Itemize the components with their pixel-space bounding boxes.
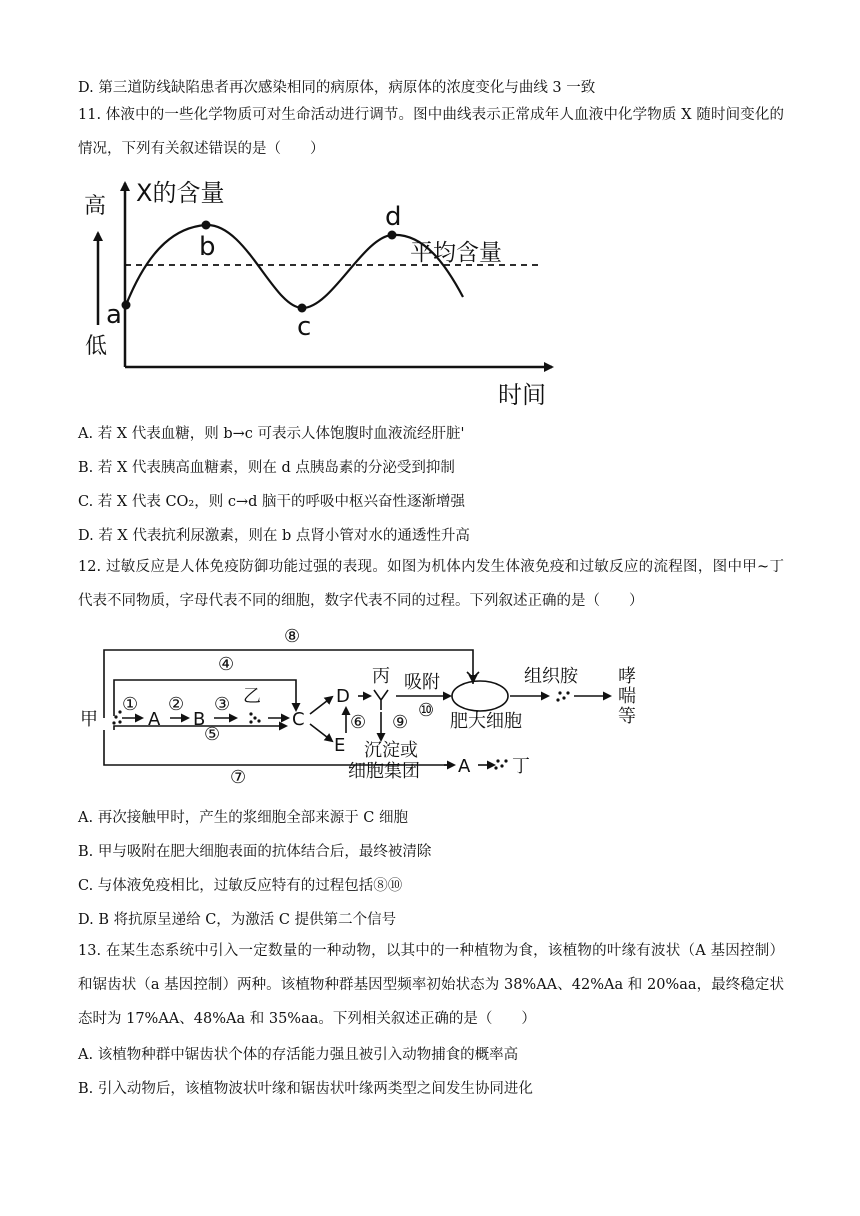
q11-stem: 11. 体液中的一些化学物质可对生命活动进行调节。图中曲线表示正常成年人血液中化学物质 X 随时间变化的情况，下列有关叙述错误的是（ ）	[78, 107, 784, 157]
label-ding: 丁	[512, 756, 530, 777]
label-n10: ⑩	[418, 700, 435, 721]
label-precip-1: 沉淀或	[364, 740, 418, 761]
label-adsorb: 吸附	[404, 672, 440, 693]
label-A2: A	[458, 756, 471, 777]
point-b	[202, 221, 211, 230]
label-histamine: 组织胺	[524, 666, 578, 687]
label-n4: ④	[218, 654, 235, 675]
label-asthma-2: 喘	[618, 686, 636, 707]
label-bing: 丙	[372, 666, 390, 687]
average-label: 平均含量	[410, 240, 502, 266]
q13-stem: 13. 在某生态系统中引入一定数量的一种动物，以其中的一种植物为食，该植物的叶缘有波状（A 基因控制）和锯齿状（a 基因控制）两种。该植物种群基因型频率初始状态为 38%AA、42%Aa 和 20%aa，最终稳定状态时为 17%AA、48%Aa 和 35%aa。下列相关叙述正确的是（ ）	[78, 943, 784, 1027]
label-a: a	[106, 300, 122, 330]
x-axis-title: 时间	[498, 381, 546, 409]
q12-flow-diagram	[78, 620, 658, 795]
q13-option-a: A. 该植物种群中锯齿状个体的存活能力强且被引入动物捕食的概率高	[78, 1047, 519, 1063]
label-E: E	[334, 735, 346, 756]
label-n5: ⑤	[204, 724, 221, 745]
y-low-label: 低	[85, 334, 108, 359]
label-n3: ③	[214, 694, 231, 715]
y-axis-title: X的含量	[136, 179, 225, 207]
label-jia: 甲	[80, 709, 98, 730]
label-A: A	[148, 709, 161, 730]
q11-option-a: A. 若 X 代表血糖，则 b→c 可表示人体饱腹时血液流经肝脏'	[78, 426, 465, 442]
mast-cell-shape	[452, 681, 508, 711]
label-asthma-1: 哮	[618, 666, 636, 687]
antibody-icon	[374, 690, 388, 710]
label-c: c	[297, 312, 312, 342]
q13-option-b: B. 引入动物后，该植物波状叶缘和锯齿状叶缘两类型之间发生协同进化	[78, 1081, 533, 1097]
label-n1: ①	[122, 694, 139, 715]
label-n2: ②	[168, 694, 185, 715]
q11-option-b: B. 若 X 代表胰高血糖素，则在 d 点胰岛素的分泌受到抑制	[78, 460, 455, 476]
label-mast-cell: 肥大细胞	[450, 711, 522, 732]
q12-option-b: B. 甲与吸附在肥大细胞表面的抗体结合后，最终被清除	[78, 844, 432, 860]
q12-option-c: C. 与体液免疫相比，过敏反应特有的过程包括⑧⑩	[78, 878, 403, 894]
q12-option-d: D. B 将抗原呈递给 C，为激活 C 提供第二个信号	[78, 912, 397, 928]
label-D: D	[336, 686, 350, 707]
label-B: B	[193, 709, 206, 730]
x-content-curve	[126, 225, 463, 308]
q12-stem: 12. 过敏反应是人体免疫防御功能过强的表现。如图为机体内发生体液免疫和过敏反应的流程图，图中甲~丁代表不同物质，字母代表不同的细胞，数字代表不同的过程。下列叙述正确的是（ ）	[78, 559, 784, 609]
label-asthma-3: 等	[618, 706, 636, 727]
q11-curve-figure	[78, 175, 558, 410]
label-b: b	[199, 232, 216, 262]
label-n8: ⑧	[284, 626, 301, 647]
label-precip-2: 细胞集团	[348, 761, 420, 782]
label-d: d	[385, 202, 402, 232]
q11-option-c: C. 若 X 代表 CO₂，则 c→d 脑干的呼吸中枢兴奋性逐渐增强	[78, 494, 466, 510]
q10-option-d: D. 第三道防线缺陷患者再次感染相同的病原体，病原体的浓度变化与曲线 3 一致	[78, 80, 596, 96]
label-n9: ⑨	[392, 712, 409, 733]
q11-option-d: D. 若 X 代表抗利尿激素，则在 b 点肾小管对水的通透性升高	[78, 528, 470, 544]
y-high-label: 高	[84, 194, 107, 219]
q12-option-a: A. 再次接触甲时，产生的浆细胞全部来源于 C 细胞	[78, 810, 409, 826]
label-C: C	[292, 709, 305, 730]
label-n7: ⑦	[230, 767, 247, 788]
point-a	[122, 301, 131, 310]
label-yi: 乙	[243, 686, 261, 707]
label-n6: ⑥	[350, 712, 367, 733]
